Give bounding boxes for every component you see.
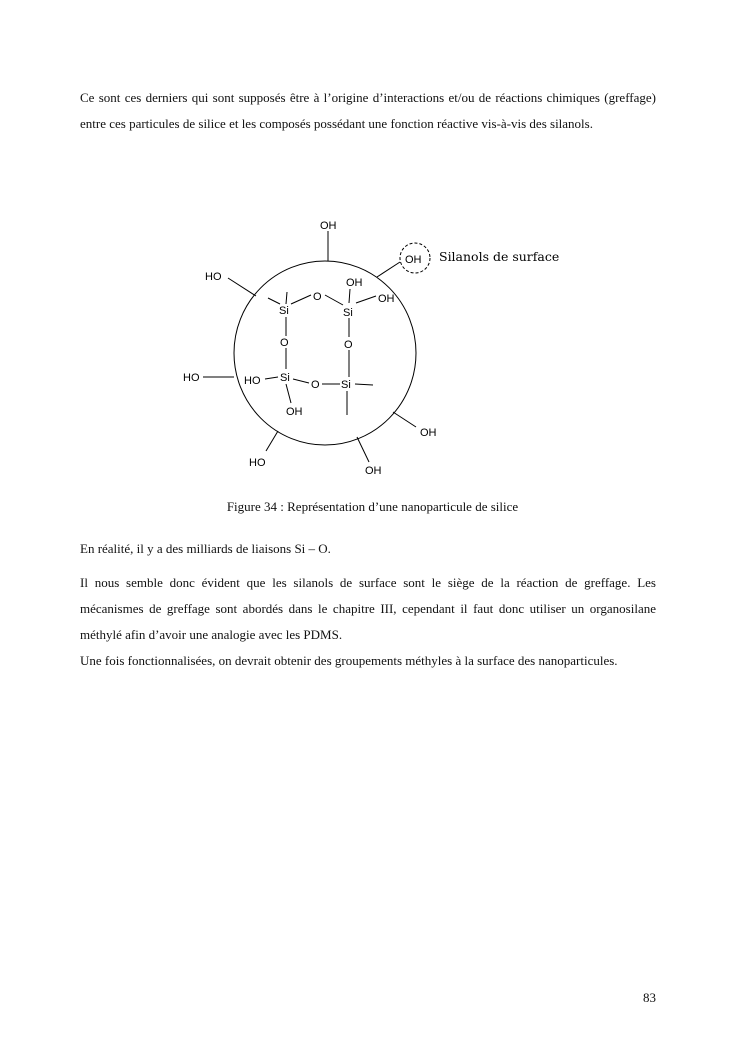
conclusion-block: [80, 570, 656, 674]
conclusion-paragraph-2: Une fois fonctionnalisées, on devrait obtenir des groupements méthyles à la surface des nanoparticules.: [80, 653, 618, 668]
oh-label: OH: [420, 427, 437, 439]
oh-label: OH: [320, 220, 337, 232]
si-label: Si: [280, 372, 290, 384]
o-label: O: [344, 339, 353, 351]
oh-label: OH: [405, 254, 422, 266]
page-number: 83: [643, 990, 656, 1005]
particle-circle: [234, 261, 416, 445]
intro-paragraph: Ce sont ces derniers qui sont supposés être à l’origine d’interactions et/ou de réactions chimiques (greffage) entre ces particules de silice et les composés possédant une fonction réactive vis-à-vis des silanols.: [80, 90, 656, 131]
o-label: O: [313, 291, 322, 303]
ho-label: HO: [244, 375, 261, 387]
si-label: Si: [343, 307, 353, 319]
o-label: O: [311, 379, 320, 391]
o-label: O: [280, 337, 289, 349]
oh-label: OH: [378, 293, 395, 305]
figure-caption: Figure 34 : Représentation d’une nanoparticule de silice: [226, 499, 519, 514]
conclusion-paragraph-1: Il nous semble donc évident que les silanols de surface sont le siège de la réaction de greffage. Les mécanismes de greffage sont abordés dans le chapitre III, cependant il faut donc utiliser un organosilane méthylé afin d’avoir une analogie avec les PDMS.: [80, 575, 656, 642]
ho-label: HO: [205, 271, 222, 283]
ho-label: HO: [183, 372, 200, 384]
reality-paragraph: En réalité, il y a des milliards de liaisons Si – O.: [80, 541, 331, 556]
si-label: Si: [279, 305, 289, 317]
oh-label: OH: [286, 406, 303, 418]
silanols-annotation: Silanols de surface: [439, 249, 560, 264]
oh-label: OH: [365, 465, 382, 477]
oh-label: OH: [346, 277, 363, 289]
si-label: Si: [341, 379, 351, 391]
ho-label: HO: [249, 457, 266, 469]
